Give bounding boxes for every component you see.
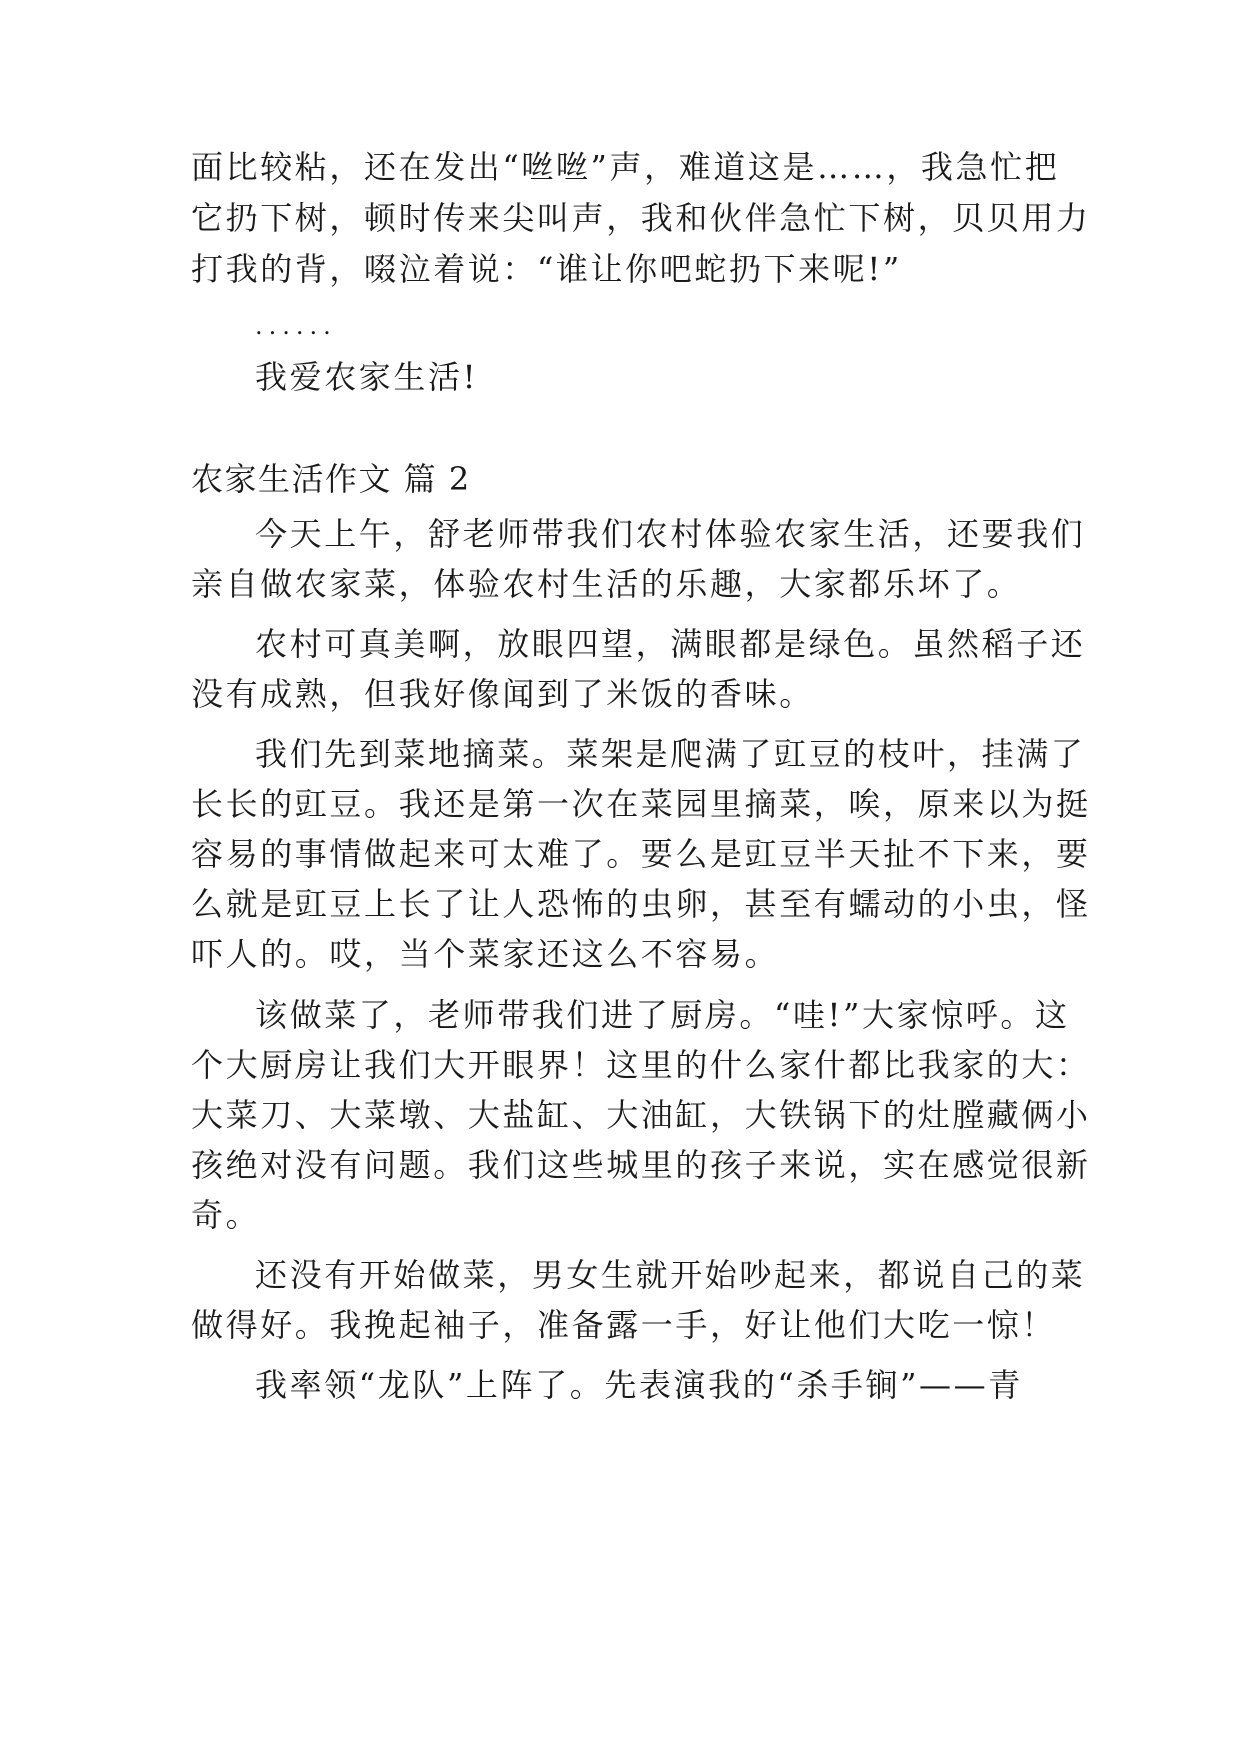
section-title: 农家生活作文 篇 2 [191, 460, 471, 498]
text-line: 我们先到菜地摘菜。菜架是爬满了豇豆的枝叶，挂满了 [255, 735, 1086, 773]
text-line: 么就是豇豆上长了让人恐怖的虫卵，甚至有蠕动的小虫，怪 [191, 885, 1091, 923]
text-line: 做得好。我挽起袖子，准备露一手，好让他们大吃一惊！ [191, 1306, 1057, 1344]
text-line: 吓人的。哎，当个菜家还这么不容易。 [191, 935, 780, 973]
text-line: 它扔下树，顿时传来尖叫声，我和伙伴急忙下树，贝贝用力 [191, 199, 1091, 237]
ellipsis-line: ...... [255, 312, 337, 340]
text-line: 奇。 [191, 1196, 261, 1234]
text-line: 面比较粘，还在发出“咝咝”声，难道这是……，我急忙把 [191, 148, 1060, 186]
text-line: 还没有开始做菜，男女生就开始吵起来，都说自己的菜 [255, 1256, 1086, 1294]
text-line: 长长的豇豆。我还是第一次在菜园里摘菜，唉，原来以为挺 [191, 785, 1091, 823]
text-line: 个大厨房让我们大开眼界！这里的什么家什都比我家的大： [191, 1046, 1091, 1084]
text-line: 亲自做农家菜，体验农村生活的乐趣，大家都乐坏了。 [191, 565, 1022, 603]
text-line: 打我的背，啜泣着说：“谁让你吧蛇扔下来呢!” [191, 250, 902, 288]
text-line: 该做菜了，老师带我们进了厨房。“哇!”大家惊呼。这 [255, 996, 1070, 1034]
text-line: 大菜刀、大菜墩、大盐缸、大油缸，大铁锅下的灶膛藏俩小 [191, 1096, 1091, 1134]
text-line: 没有成熟，但我好像闻到了米饭的香味。 [191, 675, 814, 713]
text-line: 孩绝对没有问题。我们这些城里的孩子来说，实在感觉很新 [191, 1146, 1091, 1184]
text-line: 我率领“龙队”上阵了。先表演我的“杀手锏”——青 [255, 1366, 1023, 1404]
text-line: 农村可真美啊，放眼四望，满眼都是绿色。虽然稻子还 [255, 625, 1086, 663]
closing-line: 我爱农家生活! [255, 358, 479, 396]
text-line: 容易的事情做起来可太难了。要么是豇豆半天扯不下来，要 [191, 835, 1091, 873]
text-line: 今天上午，舒老师带我们农村体验农家生活，还要我们 [255, 515, 1086, 553]
